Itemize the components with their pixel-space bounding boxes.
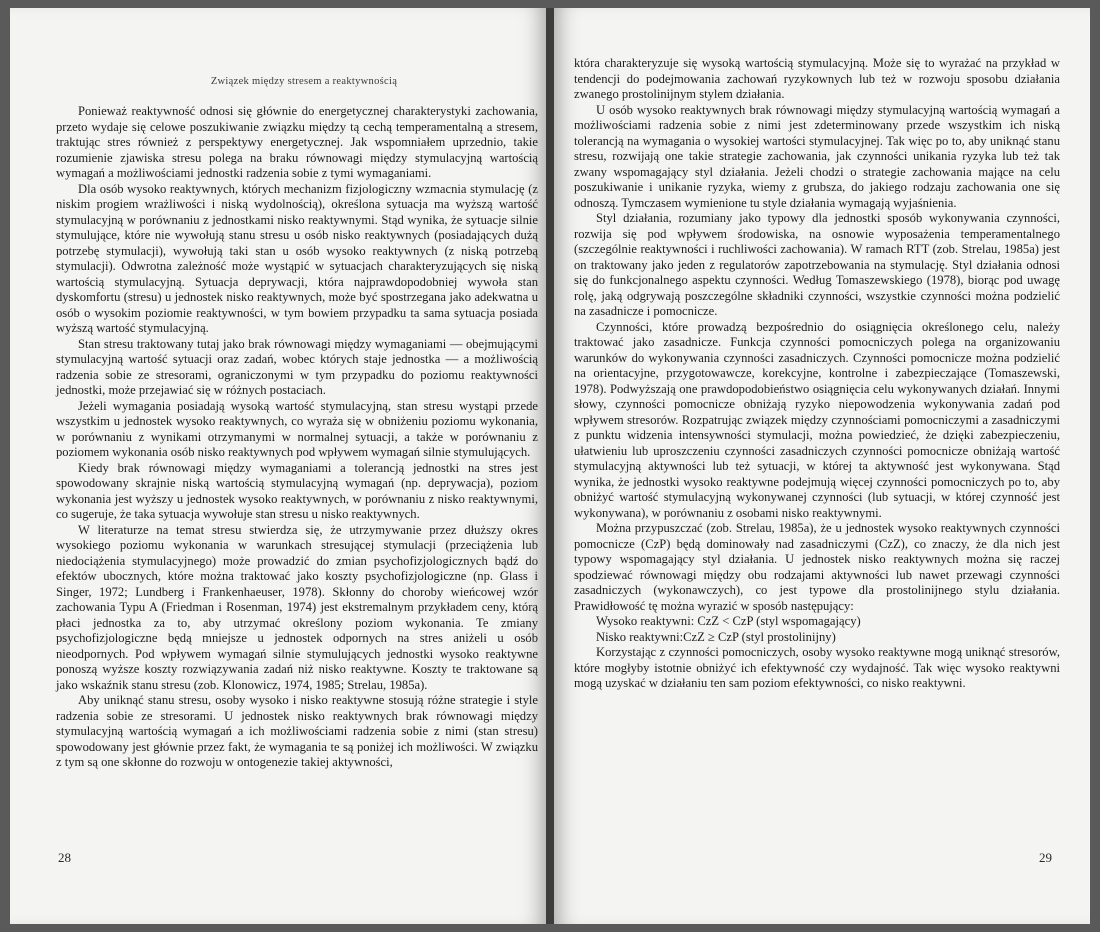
paragraph: U osób wysoko reaktywnych brak równowagi między stymulacyjną wartością wymagań a możliwościami radzenia sobie z nimi jest zdeterminowany przede wszystkim ich niską tolerancją na wymagania o wysokiej wartości stymulacyjnej. Tak więc po to, aby uniknąć stanu stresu, rozwijają one takie strategie zachowania, jak czynności unikania ryzyka lub też tak zwany wspomagający styl działania. Jeżeli chodzi o strategie zachowania mające na celu poszukiwanie i unikanie ryzyka, wiemy z grubsza, do jakiego rodzaju zachowania one się odnoszą. Tymczasem wymienione tu style działania wymagają wyjaśnienia. [574, 102, 1060, 210]
running-head: Związek między stresem a reaktywnością [210, 76, 398, 87]
paragraph: Kiedy brak równowagi między wymaganiami a tolerancją jednostki na stres jest spowodowany skrajnie niską wartością stymulacyjną wymagań (np. deprywacja), poziom wykonania jest wyższy u jednostek wysoko reaktywnych, w porównaniu z nisko reaktywnymi, co sugeruje, że taka sytuacja wywołuje stan stresu u nisko reaktywnych. [56, 460, 538, 521]
paragraph: W literaturze na temat stresu stwierdza się, że utrzymywanie przez dłuższy okres wysokiego poziomu wykonania w warunkach stresującej stymulacji (przeciążenia lub niedociążenia stymulacyjnego) może prowadzić do zmian psychofizjologicznych bądź do efektów ubocznych, które można traktować jako koszty psychofizjologiczne (np. Glass i Singer, 1972; Lundberg i Frankenhaeuser, 1978). Skłonny do choroby wieńcowej wzór zachowania Typu A (Friedman i Rosenman, 1974) jest ekstremalnym przykładem ceny, którą płaci jednostka za to, aby utrzymać określony poziom wykonania. Te zmiany psychofizjologiczne będą mniejsze u jednostek odpornych na stres aniżeli u osób nieodpornych. Pod wpływem wymagań silnie stymulujących jednostki wysoko reaktywne ponoszą wyższe koszty rozwiązywania zadań niż nisko reaktywne. Koszty te traktowane są jako wskaźnik stanu stresu (zob. Klonowicz, 1974, 1985; Strelau, 1985a). [56, 522, 538, 692]
left-page [10, 8, 546, 924]
page-number: 29 [1039, 850, 1052, 865]
left-page-body [56, 104, 538, 771]
right-page-body [574, 56, 1060, 692]
paragraph: Ponieważ reaktywność odnosi się głównie do energetycznej charakterystyki zachowania, przeto wydaje się celowe poszukiwanie związku między tą cechą temperamentalną a stresem, traktując stres również z perspektywy energetycznej. Jak wspomniałem uprzednio, takie rozumienie zjawiska stresu polega na braku równowagi między stymulacyjną wartością wymagań a możliwościami jednostki radzenia sobie z tymi wymaganiami. [56, 104, 538, 180]
page-number: 28 [58, 850, 71, 865]
paragraph: Stan stresu traktowany tutaj jako brak równowagi między wymaganiami — obejmującymi stymulacyjną wartość sytuacji oraz zadań, wobec których staje jednostka — a możliwością radzenia sobie ze stresorami, ograniczonymi w tym przypadku do poziomu reaktywności jednostki, może przejawiać się w różnych postaciach. [56, 336, 538, 397]
paragraph: Można przypuszczać (zob. Strelau, 1985a), że u jednostek wysoko reaktywnych czynności pomocnicze (CzP) będą dominowały nad zasadniczymi (CzZ), co znaczy, że dla nich jest typowy wspomagający styl działania. U jednostek nisko reaktywnych można się raczej spodziewać równowagi między obu rodzajami aktywności lub nawet przewagi czynności zasadniczych (wykonawczych), co jest typowe dla prostolinijnego stylu działania. Prawidłowość tę można wyrazić w sposób następujący: [574, 521, 1060, 613]
right-page [554, 8, 1090, 924]
formula-line: Nisko reaktywni:CzZ ≥ CzP (styl prostolinijny) [596, 629, 836, 644]
paragraph: Dla osób wysoko reaktywnych, których mechanizm fizjologiczny wzmacnia stymulację (z niskim progiem wrażliwości i niską wydolnością), określona sytuacja ma wyższą wartość stymulacyjną w porównaniu z jednostkami nisko reaktywnymi. Stąd wynika, że sytuacje silnie stymulujące, które nie wywołują stanu stresu u osób nisko reaktywnych (posiadających dużą potrzebę stymulacji), wywołują taki stan u osób wysoko reaktywnych (z niską potrzebą stymulacji). Odwrotna zależność może wystąpić w sytuacjach charakteryzujących się niską wartością stymulacyjną. Sytuacja deprywacji, która najprawdopodobniej wywoła stan dyskomfortu (stresu) u jednostek nisko reaktywnych, może być spostrzegana jako adekwatna u osób o wysokim poziomie reaktywności, w tym bowiem przypadku ta sama sytuacja posiada wyższą wartość stymulacyjną. [56, 181, 538, 335]
paragraph: Aby uniknąć stanu stresu, osoby wysoko i nisko reaktywne stosują różne strategie i style radzenia sobie ze stresorami. U jednostek nisko reaktywnych brak równowagi między stymulacyjną wartością wymagań a ich możliwościami radzenia sobie z nimi (stan stresu) spowodowany jest głównie przez fakt, że wymagania te są poniżej ich możliwości. W związku z tym są one skłonne do rozwoju w ontogenezie takiej aktywności, [56, 693, 538, 769]
paragraph: Styl działania, rozumiany jako typowy dla jednostki sposób wykonywania czynności, rozwija się pod wpływem środowiska, na osnowie wyposażenia temperamentalnego (szczególnie reaktywności i ruchliwości zachowania). W ramach RTT (zob. Strelau, 1985a) jest on traktowany jako jeden z regulatorów zapotrzebowania na stymulację. Styl działania odnosi się do funkcjonalnego aspektu czynności. Według Tomaszewskiego (1978), biorąc pod uwagę rolę, jaką odgrywają poszczególne składniki czynności, wszystkie czynności można podzielić na zasadnicze i pomocnicze. [574, 211, 1060, 318]
book-spread [10, 8, 1090, 924]
paragraph: Jeżeli wymagania posiadają wysoką wartość stymulacyjną, stan stresu wystąpi przede wszystkim u jednostek wysoko reaktywnych, co wyraża się w obniżeniu poziomu wykonania, w porównaniu z wynikami otrzymanymi w normalnej sytuacji, a także w porównaniu z poziomem wykonania osób nisko reaktywnych pod wpływem wymagań silnie stymulujących. [56, 398, 538, 459]
paragraph: Korzystając z czynności pomocniczych, osoby wysoko reaktywne mogą uniknąć stresorów, które mogłyby istotnie obniżyć ich efektywność czy wydajność. Tak więc wysoko reaktywni mogą uzyskać w działaniu ten sam poziom efektywności, co nisko reaktywni. [574, 645, 1060, 690]
formula-line: Wysoko reaktywni: CzZ < CzP (styl wspomagający) [596, 614, 861, 628]
paragraph: Czynności, które prowadzą bezpośrednio do osiągnięcia określonego celu, należy traktować jako zasadnicze. Funkcja czynności pomocniczych polega na organizowaniu warunków do wykonywania czynności zasadniczych. Czynności pomocnicze można podzielić na orientacyjne, przygotowawcze, korekcyjne, kontrolne i zabezpieczające (Tomaszewski, 1978). Podwyższają one prawdopodobieństwo osiągnięcia celu wykonywanych działań. Innymi słowy, czynności pomocnicze obniżają ryzyko niepowodzenia wykonywania zadań pod wpływem stresorów. Rozpatrując związek między czynnościami pomocniczymi a zasadniczymi z punktu widzenia intensywności stymulacji, można powiedzieć, że dzięki zabezpieczeniu, ułatwieniu lub uproszczeniu czynności zasadniczych czynności pomocnicze obniżają wartość stymulacyjną aktywności lub też sytuacji, w której ta aktywność jest wykonywana. Stąd wynika, że jednostki wysoko reaktywne podejmują więcej czynności pomocniczych po to, aby obniżyć wartość stymulacyjną wykonywanej czynności (lub sytuacji, w której czynność jest wykonywana), w porównaniu z osobami nisko reaktywnymi. [574, 319, 1060, 520]
paragraph: która charakteryzuje się wysoką wartością stymulacyjną. Może się to wyrażać na przykład w tendencji do podejmowania zachowań ryzykownych lub też w rozwoju sposobu działania zwanego prostolinijnym stylem działania. [574, 56, 1060, 101]
